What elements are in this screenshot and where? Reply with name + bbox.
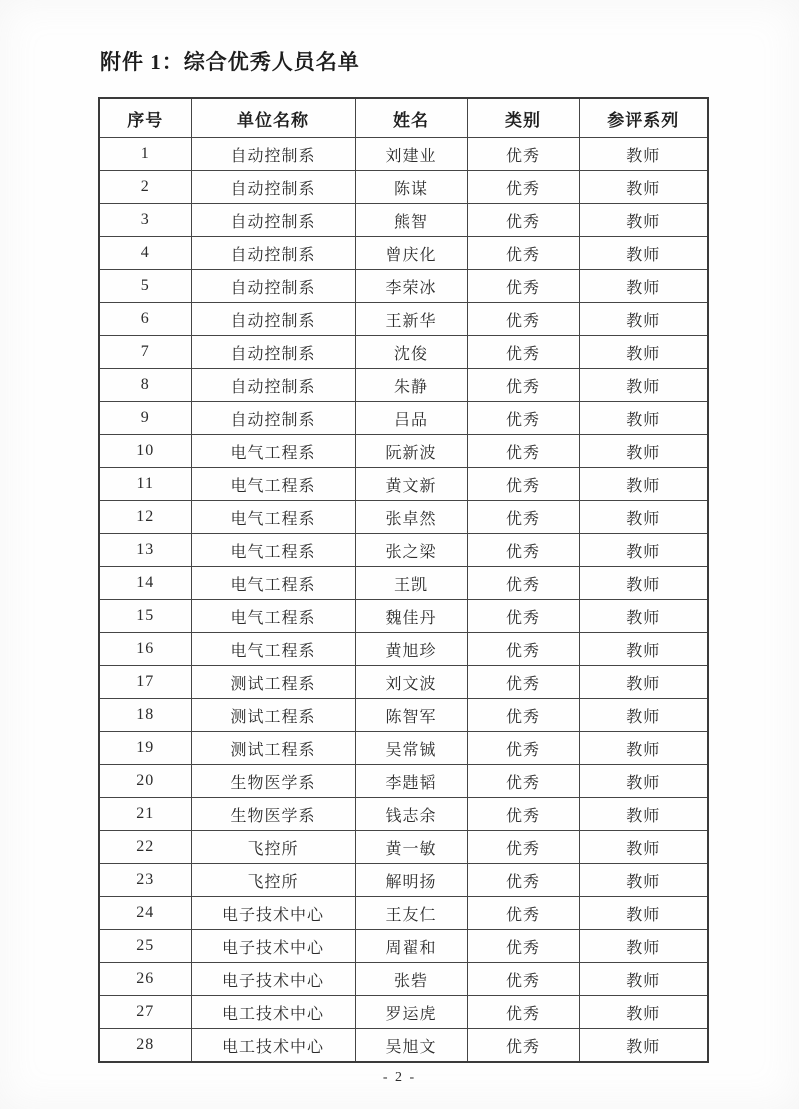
- person-name-cell: 魏佳丹: [355, 600, 467, 633]
- table-row: [99, 369, 708, 402]
- person-name-cell: 吴旭文: [355, 1029, 467, 1063]
- table-row: [99, 831, 708, 864]
- category-cell: 优秀: [467, 402, 579, 435]
- table-row: [99, 1029, 708, 1063]
- series-cell: 教师: [579, 336, 708, 369]
- table-row: [99, 633, 708, 666]
- table-row: [99, 567, 708, 600]
- unit-name-cell: 电气工程系: [191, 501, 355, 534]
- series-cell: 教师: [579, 204, 708, 237]
- category-cell: 优秀: [467, 864, 579, 897]
- table-row: [99, 303, 708, 336]
- table-row: [99, 204, 708, 237]
- person-name-cell: 李韪韬: [355, 765, 467, 798]
- person-name-cell: 周翟和: [355, 930, 467, 963]
- unit-name-cell: 自动控制系: [191, 237, 355, 270]
- category-cell: 优秀: [467, 897, 579, 930]
- row-index-cell: 9: [99, 402, 191, 435]
- row-index-cell: 20: [99, 765, 191, 798]
- column-header-category: 类别: [467, 98, 579, 138]
- series-cell: 教师: [579, 369, 708, 402]
- person-name-cell: 张砦: [355, 963, 467, 996]
- category-cell: 优秀: [467, 666, 579, 699]
- row-index-cell: 23: [99, 864, 191, 897]
- series-cell: 教师: [579, 402, 708, 435]
- category-cell: 优秀: [467, 336, 579, 369]
- unit-name-cell: 自动控制系: [191, 204, 355, 237]
- row-index-cell: 11: [99, 468, 191, 501]
- row-index-cell: 3: [99, 204, 191, 237]
- table-row: [99, 732, 708, 765]
- table-row: [99, 336, 708, 369]
- category-cell: 优秀: [467, 468, 579, 501]
- column-header-index: 序号: [99, 98, 191, 138]
- unit-name-cell: 飞控所: [191, 831, 355, 864]
- category-cell: 优秀: [467, 270, 579, 303]
- table-row: [99, 534, 708, 567]
- unit-name-cell: 电子技术中心: [191, 963, 355, 996]
- series-cell: 教师: [579, 270, 708, 303]
- row-index-cell: 13: [99, 534, 191, 567]
- category-cell: 优秀: [467, 534, 579, 567]
- category-cell: 优秀: [467, 138, 579, 171]
- person-name-cell: 陈智军: [355, 699, 467, 732]
- category-cell: 优秀: [467, 633, 579, 666]
- row-index-cell: 26: [99, 963, 191, 996]
- row-index-cell: 25: [99, 930, 191, 963]
- unit-name-cell: 自动控制系: [191, 369, 355, 402]
- unit-name-cell: 测试工程系: [191, 699, 355, 732]
- person-name-cell: 黄文新: [355, 468, 467, 501]
- category-cell: 优秀: [467, 831, 579, 864]
- unit-name-cell: 自动控制系: [191, 303, 355, 336]
- category-cell: 优秀: [467, 765, 579, 798]
- category-cell: 优秀: [467, 798, 579, 831]
- category-cell: 优秀: [467, 171, 579, 204]
- person-name-cell: 王新华: [355, 303, 467, 336]
- person-name-cell: 阮新波: [355, 435, 467, 468]
- table-row: [99, 435, 708, 468]
- series-cell: 教师: [579, 831, 708, 864]
- table-row: [99, 138, 708, 171]
- unit-name-cell: 飞控所: [191, 864, 355, 897]
- unit-name-cell: 测试工程系: [191, 732, 355, 765]
- unit-name-cell: 电子技术中心: [191, 897, 355, 930]
- series-cell: 教师: [579, 798, 708, 831]
- person-name-cell: 钱志余: [355, 798, 467, 831]
- row-index-cell: 22: [99, 831, 191, 864]
- unit-name-cell: 自动控制系: [191, 138, 355, 171]
- category-cell: 优秀: [467, 996, 579, 1029]
- unit-name-cell: 生物医学系: [191, 765, 355, 798]
- series-cell: 教师: [579, 237, 708, 270]
- row-index-cell: 8: [99, 369, 191, 402]
- column-header-unit: 单位名称: [191, 98, 355, 138]
- unit-name-cell: 自动控制系: [191, 270, 355, 303]
- table-row: [99, 897, 708, 930]
- series-cell: 教师: [579, 435, 708, 468]
- row-index-cell: 2: [99, 171, 191, 204]
- series-cell: 教师: [579, 1029, 708, 1063]
- category-cell: 优秀: [467, 930, 579, 963]
- person-name-cell: 刘文波: [355, 666, 467, 699]
- column-header-series: 参评系列: [579, 98, 708, 138]
- table-row: [99, 864, 708, 897]
- table-row: [99, 237, 708, 270]
- person-name-cell: 沈俊: [355, 336, 467, 369]
- unit-name-cell: 电工技术中心: [191, 1029, 355, 1063]
- series-cell: 教师: [579, 930, 708, 963]
- person-name-cell: 曾庆化: [355, 237, 467, 270]
- category-cell: 优秀: [467, 435, 579, 468]
- row-index-cell: 19: [99, 732, 191, 765]
- series-cell: 教师: [579, 699, 708, 732]
- category-cell: 优秀: [467, 237, 579, 270]
- person-name-cell: 吴常铖: [355, 732, 467, 765]
- category-cell: 优秀: [467, 369, 579, 402]
- series-cell: 教师: [579, 897, 708, 930]
- table-row: [99, 798, 708, 831]
- series-cell: 教师: [579, 303, 708, 336]
- person-name-cell: 张之梁: [355, 534, 467, 567]
- category-cell: 优秀: [467, 600, 579, 633]
- table-row: [99, 930, 708, 963]
- category-cell: 优秀: [467, 732, 579, 765]
- person-name-cell: 张卓然: [355, 501, 467, 534]
- category-cell: 优秀: [467, 1029, 579, 1063]
- unit-name-cell: 电气工程系: [191, 600, 355, 633]
- category-cell: 优秀: [467, 303, 579, 336]
- page-title: 附件 1：综合优秀人员名单: [100, 50, 360, 74]
- category-cell: 优秀: [467, 501, 579, 534]
- table-body: [99, 138, 708, 1063]
- unit-name-cell: 电子技术中心: [191, 930, 355, 963]
- person-name-cell: 朱静: [355, 369, 467, 402]
- series-cell: 教师: [579, 732, 708, 765]
- series-cell: 教师: [579, 666, 708, 699]
- series-cell: 教师: [579, 501, 708, 534]
- row-index-cell: 21: [99, 798, 191, 831]
- series-cell: 教师: [579, 864, 708, 897]
- row-index-cell: 4: [99, 237, 191, 270]
- row-index-cell: 18: [99, 699, 191, 732]
- row-index-cell: 5: [99, 270, 191, 303]
- row-index-cell: 17: [99, 666, 191, 699]
- person-name-cell: 罗运虎: [355, 996, 467, 1029]
- table-row: [99, 270, 708, 303]
- person-name-cell: 陈谋: [355, 171, 467, 204]
- unit-name-cell: 自动控制系: [191, 336, 355, 369]
- person-name-cell: 王凯: [355, 567, 467, 600]
- unit-name-cell: 自动控制系: [191, 402, 355, 435]
- category-cell: 优秀: [467, 567, 579, 600]
- unit-name-cell: 自动控制系: [191, 171, 355, 204]
- person-name-cell: 吕品: [355, 402, 467, 435]
- category-cell: 优秀: [467, 699, 579, 732]
- person-name-cell: 李荣冰: [355, 270, 467, 303]
- row-index-cell: 14: [99, 567, 191, 600]
- series-cell: 教师: [579, 765, 708, 798]
- table-row: [99, 699, 708, 732]
- category-cell: 优秀: [467, 963, 579, 996]
- unit-name-cell: 测试工程系: [191, 666, 355, 699]
- series-cell: 教师: [579, 468, 708, 501]
- table-row: [99, 600, 708, 633]
- row-index-cell: 27: [99, 996, 191, 1029]
- series-cell: 教师: [579, 171, 708, 204]
- series-cell: 教师: [579, 963, 708, 996]
- table-row: [99, 765, 708, 798]
- row-index-cell: 16: [99, 633, 191, 666]
- series-cell: 教师: [579, 534, 708, 567]
- table-header-row: [99, 98, 708, 138]
- row-index-cell: 12: [99, 501, 191, 534]
- person-name-cell: 刘建业: [355, 138, 467, 171]
- unit-name-cell: 电气工程系: [191, 534, 355, 567]
- row-index-cell: 7: [99, 336, 191, 369]
- unit-name-cell: 电气工程系: [191, 633, 355, 666]
- series-cell: 教师: [579, 138, 708, 171]
- person-name-cell: 解明扬: [355, 864, 467, 897]
- table-row: [99, 996, 708, 1029]
- table-row: [99, 963, 708, 996]
- row-index-cell: 24: [99, 897, 191, 930]
- person-name-cell: 黄一敏: [355, 831, 467, 864]
- row-index-cell: 10: [99, 435, 191, 468]
- series-cell: 教师: [579, 996, 708, 1029]
- person-name-cell: 黄旭珍: [355, 633, 467, 666]
- series-cell: 教师: [579, 600, 708, 633]
- table-row: [99, 666, 708, 699]
- table-row: [99, 501, 708, 534]
- row-index-cell: 28: [99, 1029, 191, 1063]
- unit-name-cell: 电工技术中心: [191, 996, 355, 1029]
- personnel-table: [98, 97, 709, 1063]
- person-name-cell: 王友仁: [355, 897, 467, 930]
- table-row: [99, 402, 708, 435]
- column-header-name: 姓名: [355, 98, 467, 138]
- row-index-cell: 15: [99, 600, 191, 633]
- row-index-cell: 6: [99, 303, 191, 336]
- series-cell: 教师: [579, 633, 708, 666]
- row-index-cell: 1: [99, 138, 191, 171]
- table-row: [99, 468, 708, 501]
- person-name-cell: 熊智: [355, 204, 467, 237]
- table-row: [99, 171, 708, 204]
- series-cell: 教师: [579, 567, 708, 600]
- category-cell: 优秀: [467, 204, 579, 237]
- unit-name-cell: 电气工程系: [191, 468, 355, 501]
- page-number: - 2 -: [382, 1070, 417, 1085]
- unit-name-cell: 电气工程系: [191, 435, 355, 468]
- unit-name-cell: 电气工程系: [191, 567, 355, 600]
- unit-name-cell: 生物医学系: [191, 798, 355, 831]
